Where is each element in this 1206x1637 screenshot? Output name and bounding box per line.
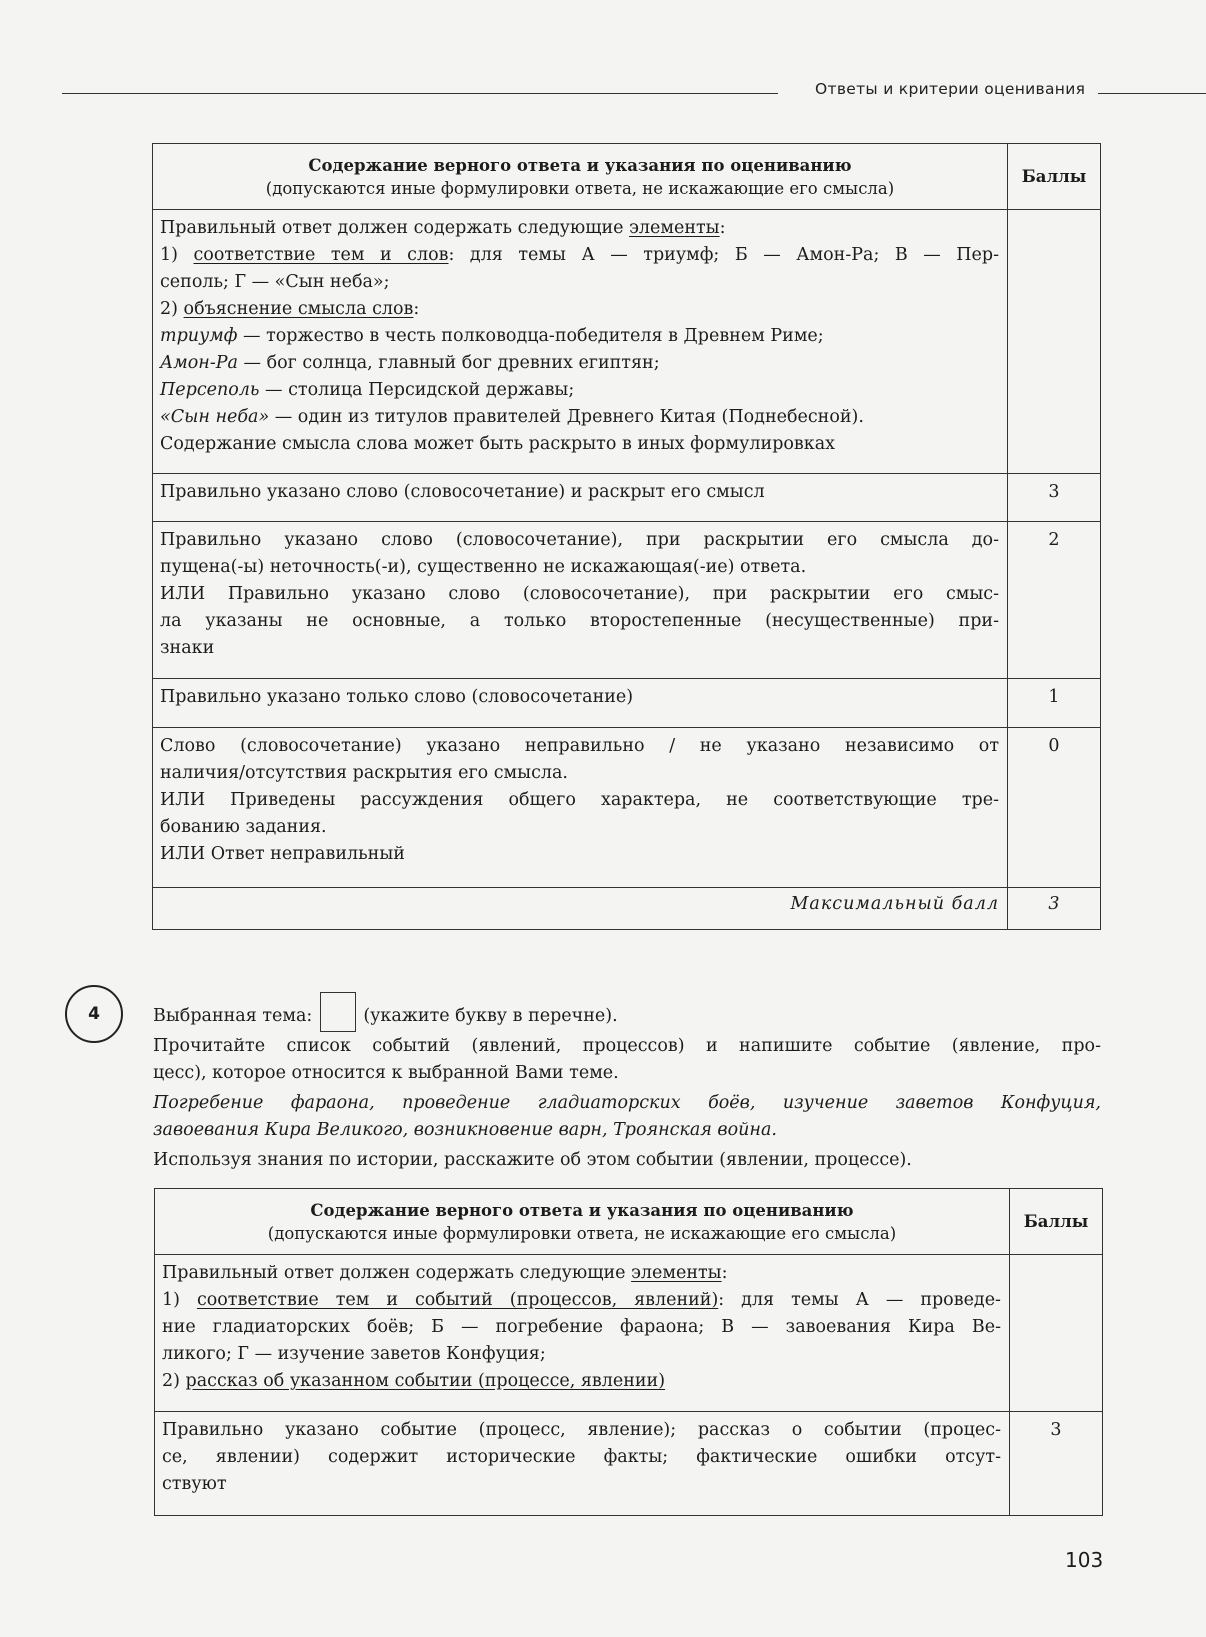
events-list: Погребение фараона, проведение гладиаторских боёв, изучение заветов Конфуция, завоевания Кира Великого, возникновение варн, Троянская война. xyxy=(153,1093,1101,1140)
definition-line: триумф — торжество в честь полководца-победителя в Древнем Риме; xyxy=(160,326,824,346)
content-header xyxy=(153,144,1008,210)
points-empty xyxy=(1008,210,1101,474)
content-header-title: Содержание верного ответа и указания по оцениванию xyxy=(310,1200,854,1220)
question-number: 4 xyxy=(65,985,123,1043)
content-header-note: (допускаются иные формулировки ответа, не искажающие его смысла) xyxy=(265,178,895,198)
answer-elements: Правильный ответ должен содержать следующие элементы: 1) соответствие тем и слов: для темы А — триумф; Б — Амон-Ра; В — Пер- сеполь; Г — «Сын неба»; 2) объяснение смысла слов: триумф — торжество в честь полководца-победителя в Древнем Риме; Амон-Ра — бог солнца, главный бог древних египтян; Персеполь — столица Персидской державы; «Сын неба» — один из титулов правителей Древнего Китая (Поднебесной). Содержание смысла слова может быть раскрыто в иных формулировках xyxy=(153,210,1008,474)
question-block xyxy=(153,990,1101,1174)
italic-term: триумф xyxy=(160,326,238,346)
content-header-title: Содержание верного ответа и указания по оцениванию xyxy=(308,155,852,175)
elements-row xyxy=(155,1255,1103,1412)
topic-answer-box[interactable] xyxy=(320,992,356,1032)
table-header-row xyxy=(155,1189,1103,1255)
score-cell: 2 xyxy=(1008,522,1101,679)
table-header-row xyxy=(153,144,1101,210)
criteria-table-q4 xyxy=(154,1188,1103,1516)
max-score-label: Максимальный балл xyxy=(153,888,1008,930)
points-header: Баллы xyxy=(1010,1189,1103,1255)
italic-term: «Сын неба» xyxy=(160,407,270,427)
underlined-term: объяснение смысла слов xyxy=(183,299,414,319)
score-cell: 3 xyxy=(1010,1412,1103,1516)
page-number: 103 xyxy=(1065,1548,1104,1572)
chosen-topic-label: Выбранная тема: xyxy=(153,1006,313,1026)
underlined-term: элементы xyxy=(629,218,720,238)
running-header: Ответы и критерии оценивания xyxy=(815,80,1086,98)
table-row: Правильно указано только слово (словосочетание) 1 xyxy=(153,679,1101,728)
definition-line: Персеполь — столица Персидской державы; xyxy=(160,380,575,400)
table-row: Правильно указано слово (словосочетание), при раскрытии его смысла до- пущена(-ы) неточность(-и), существенно не искажающая(-ие) ответа. ИЛИ Правильно указано слово (словосочетание), при раскрытии его смыс- ла указаны не основные, а только второстепенные (несущественные) при- знаки 2 xyxy=(153,522,1101,679)
underlined-term: рассказ об указанном событии (процессе, явлении) xyxy=(185,1371,666,1391)
criteria-table-q3 xyxy=(152,143,1101,930)
italic-term: Амон-Ра xyxy=(160,353,238,373)
points-empty xyxy=(1010,1255,1103,1412)
header-rule-left xyxy=(62,93,778,94)
content-header-note: (допускаются иные формулировки ответа, не искажающие его смысла) xyxy=(267,1223,897,1243)
score-cell: 3 xyxy=(1008,474,1101,522)
underlined-term: соответствие тем и событий (процессов, явлений) xyxy=(196,1290,719,1310)
answer-elements: Правильный ответ должен содержать следующие элементы: 1) соответствие тем и событий (процессов, явлений): для темы А — проведе- ние гладиаторских боёв; Б — погребение фараона; В — завоевания Кира Ве- ликого; Г — изучение заветов Конфуция; 2) рассказ об указанном событии (процессе, явлении) xyxy=(155,1255,1010,1412)
underlined-term: элементы xyxy=(631,1263,722,1283)
definition-line: Амон-Ра — бог солнца, главный бог древних египтян; xyxy=(160,353,660,373)
score-cell: 1 xyxy=(1008,679,1101,728)
points-header: Баллы xyxy=(1008,144,1101,210)
definition-line: «Сын неба» — один из титулов правителей Древнего Китая (Поднебесной). xyxy=(160,407,864,427)
max-score-value: 3 xyxy=(1008,888,1101,930)
underlined-term: соответствие тем и слов xyxy=(193,245,449,265)
elements-row xyxy=(153,210,1101,474)
table-row: Правильно указано событие (процесс, явление); рассказ о событии (процес- се, явлении) содержит исторические факты; фактические ошибки отсут- ствуют 3 xyxy=(155,1412,1103,1516)
italic-term: Персеполь xyxy=(160,380,260,400)
instruction: Прочитайте список событий (явлений, процессов) и напишите событие (явление, про- цесс), которое относится к выбранной Вами теме. xyxy=(153,1036,1101,1083)
task-text: Используя знания по истории, расскажите об этом событии (явлении, процессе). xyxy=(153,1150,912,1170)
table-row: Слово (словосочетание) указано неправильно / не указано независимо от наличия/отсутствия раскрытия его смысла. ИЛИ Приведены рассуждения общего характера, не соответствующие тре- бованию задания. ИЛИ Ответ неправильный 0 xyxy=(153,728,1101,888)
content-header xyxy=(155,1189,1010,1255)
header-rule-right xyxy=(1098,93,1206,94)
score-cell: 0 xyxy=(1008,728,1101,888)
table-row: Правильно указано слово (словосочетание) и раскрыт его смысл 3 xyxy=(153,474,1101,522)
chosen-topic-hint: (укажите букву в перечне). xyxy=(363,1006,618,1026)
max-score-row xyxy=(153,888,1101,930)
